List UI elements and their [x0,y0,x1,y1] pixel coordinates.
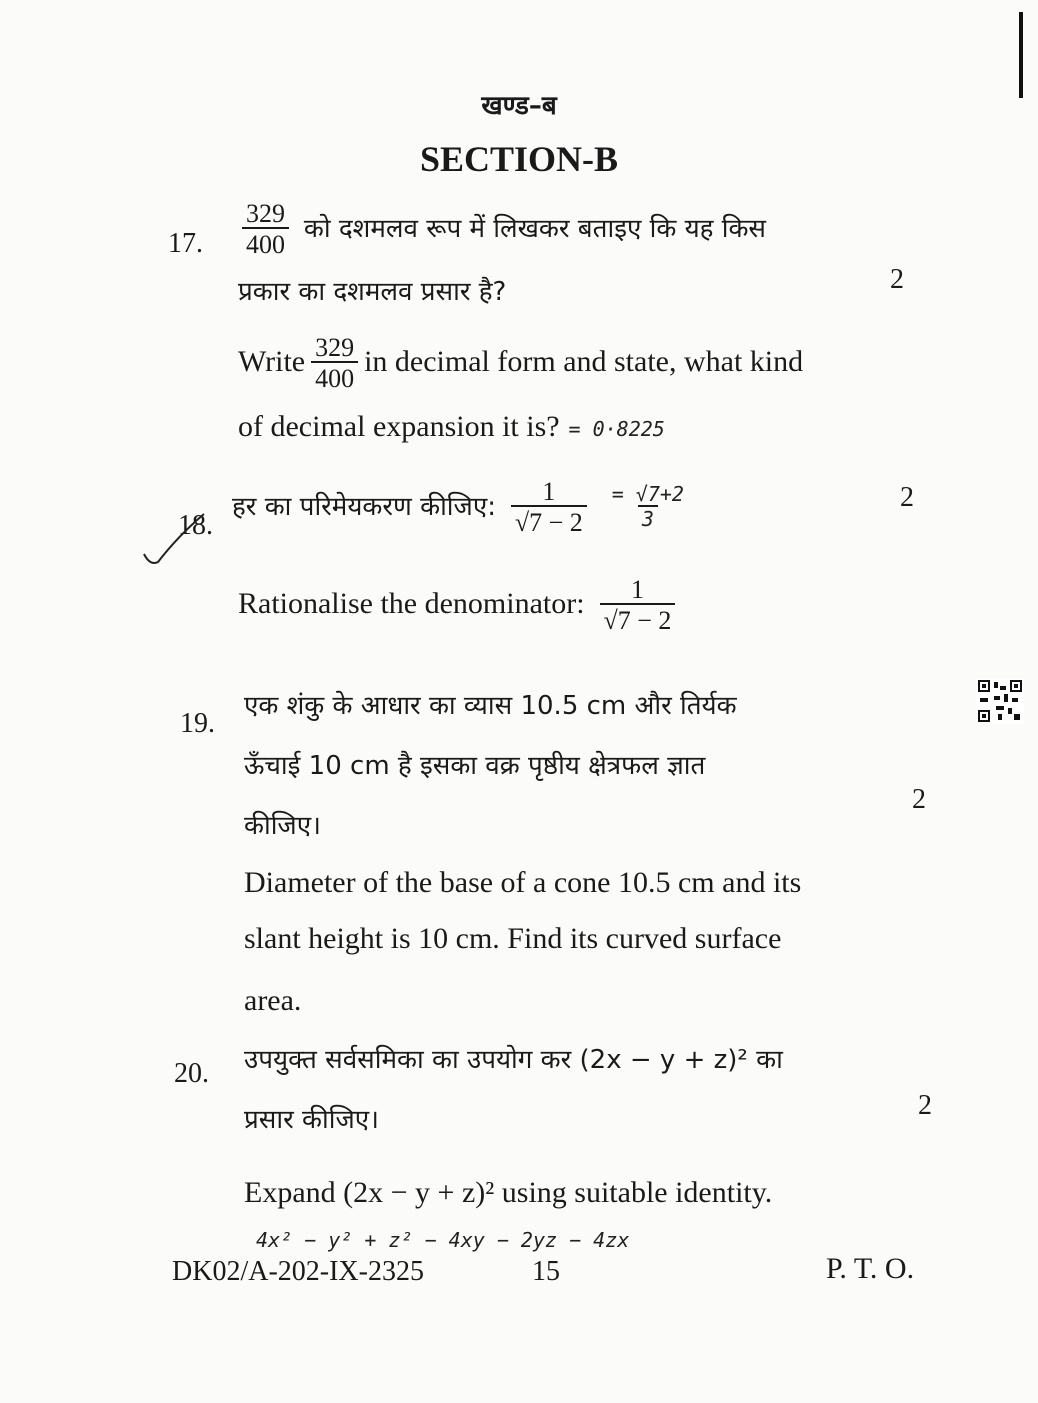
fraction [242,200,289,259]
question-19-marks: 2 [912,784,926,815]
question-19-number: 19. [180,708,215,739]
question-19-english-line1: Diameter of the base of a cone 10.5 cm and its [244,866,802,899]
handwritten-answer [608,484,688,530]
fraction-numerator: 1 [542,477,556,506]
question-17-marks: 2 [890,264,904,295]
handwritten-answer: = 0·8225 [568,417,665,441]
fraction-denominator: 400 [242,227,289,258]
question-20-hindi-line2: प्रसार कीजिए। [244,1105,379,1135]
paper-code: DK02/A-202-IX-2325 [172,1256,424,1287]
question-18-hindi-text: हर का परिमेयकरण कीजिए: [232,491,496,522]
handwritten-answer-denominator: 3 [638,505,658,530]
fraction [311,334,358,393]
question-18-number: 18. [178,510,213,541]
fraction-numerator: 329 [246,199,285,228]
question-20-marks: 2 [918,1090,932,1121]
question-17-english-suffix: in decimal form and state, what kind [364,344,804,378]
question-18-english-text: Rationalise the denominator: [238,586,585,620]
question-20-number: 20. [174,1058,209,1089]
question-19-hindi-line1: एक शंकु के आधार का व्यास 10.5 cm और तिर्यक [244,691,737,721]
question-17-english-prefix: Write [238,344,306,378]
qr-code-icon [976,678,1024,724]
question-19-hindi-line3: कीजिए। [244,811,321,841]
question-17-hindi-line2: प्रकार का दशमलव प्रसार है? [238,277,507,307]
question-17-english-line2 [238,410,665,444]
question-20-hindi-line1: उपयुक्त सर्वसमिका का उपयोग कर (2x − y + z)² का [244,1045,783,1075]
question-18-hindi-line [232,478,694,537]
question-18-marks: 2 [900,482,914,513]
fraction [600,576,676,635]
question-18-english-line [238,576,681,635]
section-hindi-title: खण्ड–ब [481,91,557,121]
fraction-numerator: 329 [315,333,355,362]
question-20-english-line1: Expand (2x − y + z)² using suitable identity. [244,1176,773,1209]
fraction-denominator: √7 − 2 [511,505,587,536]
question-17-english-text: of decimal expansion it is? [238,410,560,443]
fraction [511,478,587,537]
section-title: SECTION-B [419,139,619,179]
please-turn-over: P. T. O. [826,1252,915,1285]
handwritten-answer-numerator: = √7+2 [611,482,684,507]
fraction-denominator: √7 − 2 [600,603,676,634]
question-17-hindi-text: को दशमलव रूप में लिखकर बताइए कि यह किस [303,213,767,244]
check-mark-icon [140,506,210,572]
fraction-denominator: 400 [311,361,358,392]
question-19-english-line3: area. [244,984,302,1017]
fraction-numerator: 1 [630,575,644,604]
handwritten-answer: 4x² − y² + z² − 4xy − 2yz − 4zx [256,1228,630,1252]
question-19-english-line2: slant height is 10 cm. Find its curved surface [244,922,782,955]
question-19-hindi-line2: ऊँचाई 10 cm है इसका वक्र पृष्ठीय क्षेत्रफल ज्ञात [244,751,706,781]
question-17-english-line1 [238,334,803,393]
question-17-hindi-line1 [236,200,766,259]
page-number: 15 [532,1256,560,1287]
question-17-number: 17. [168,228,203,259]
